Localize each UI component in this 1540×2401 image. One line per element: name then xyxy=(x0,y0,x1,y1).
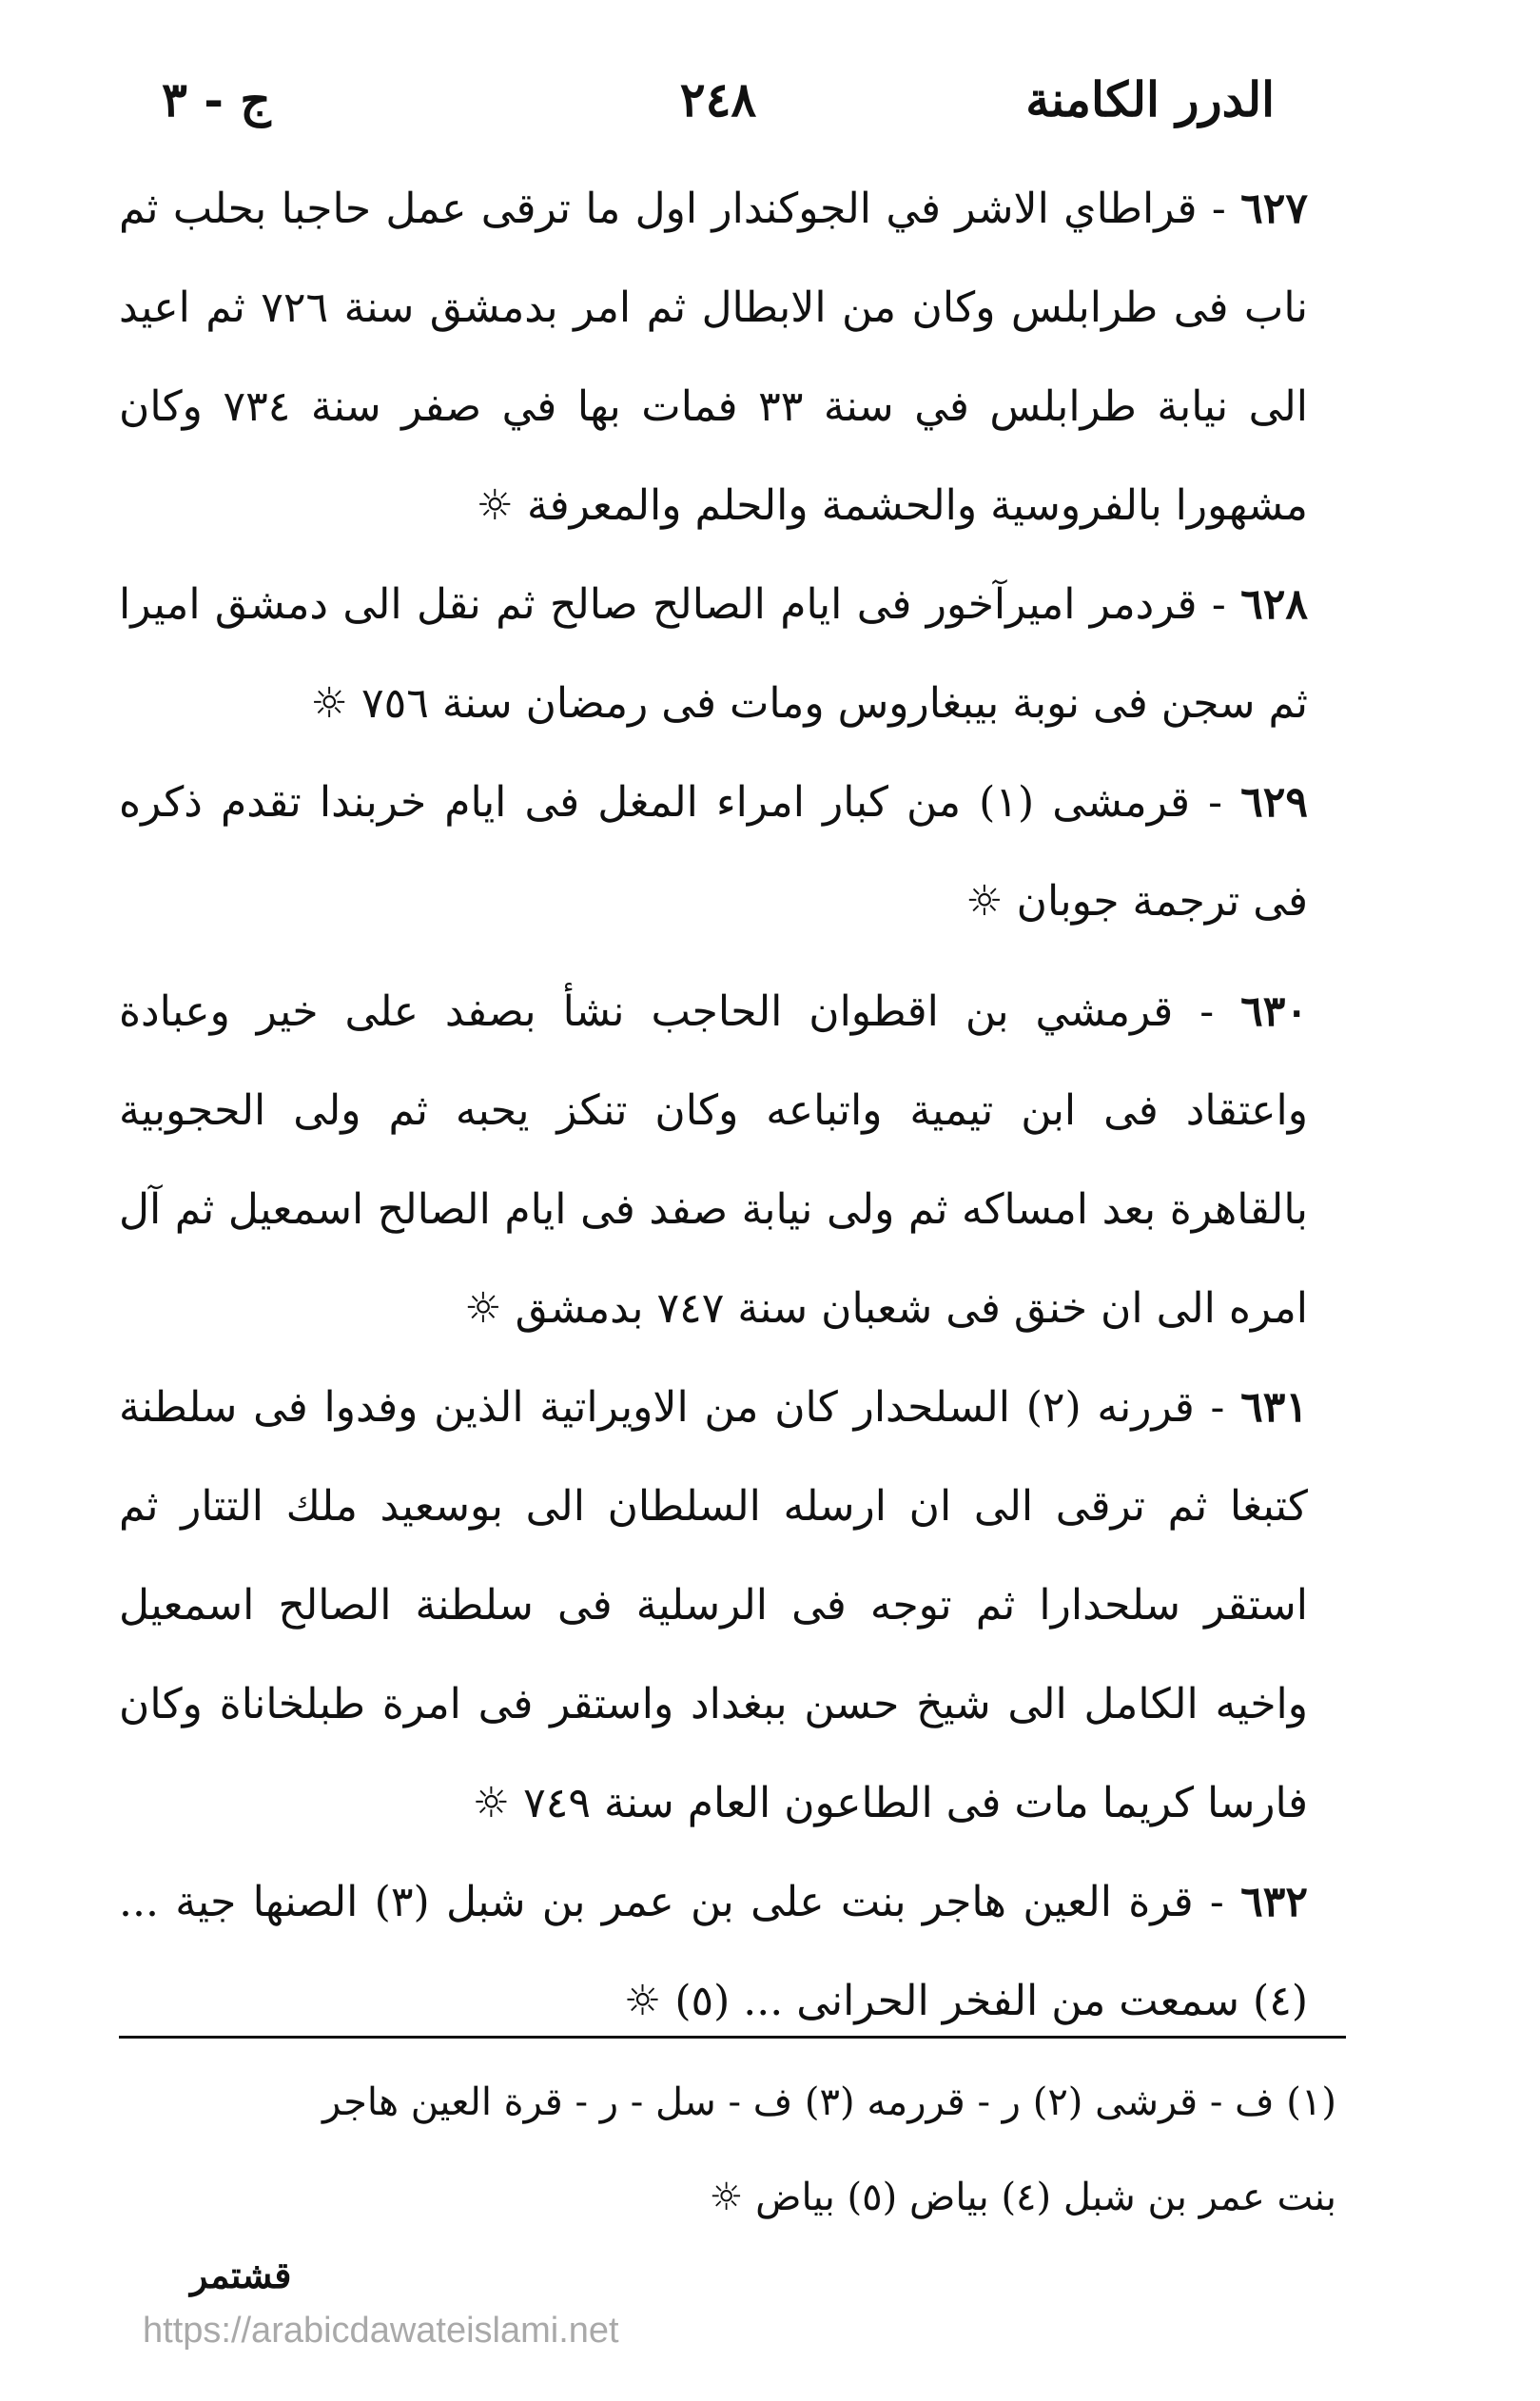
page-number: ٢٤٨ xyxy=(679,71,757,127)
entry-number: ٦٢٧ xyxy=(1240,185,1309,233)
entry-text: قرمشي بن اقطوان الحاجب نشأ بصفد على خير وعبادة واعتقاد فى ابن تيمية واتباعه وكان تنكز يحبه ثم ولى الحجوبية بالقاهرة بعد امساكه ثم ولى نيابة صفد فى ايام الصالح اسمعيل ثم آل امره الى ان خنق فى شعبان سنة ٧٤٧ بدمشق ☼ xyxy=(119,987,1308,1333)
main-text xyxy=(119,160,1308,2051)
footnote-line: (١) ف - قرشى (٢) ر - قررمه (٣) ف - سل - ر - قرة العين هاجر xyxy=(322,2080,1336,2124)
biography-entry: ٦٣٢ - قرة العين هاجر بنت على بن عمر بن شبل (٣) الصنها جية ...(٤) سمعت من الفخر الحرانى ... (٥) ☼ xyxy=(119,1878,1309,2025)
entry-text: قرة العين هاجر بنت على بن عمر بن شبل (٣) الصنها جية ...(٤) سمعت من الفخر الحرانى ... (٥) ☼ xyxy=(119,1878,1308,2025)
entry-text: قردمر اميرآخور فى ايام الصالح صالح ثم نقل الى دمشق اميرا ثم سجن فى نوبة بيبغاروس ومات فى رمضان سنة ٧٥٦ ☼ xyxy=(119,580,1308,728)
biography-entry: ٦٣١ - قررنه (٢) السلحدار كان من الاويراتية الذين وفدوا فى سلطنة كتبغا ثم ترقى الى ان ارسله السلطان الى بوسعيد ملك التتار ثم استقر سلحدارا ثم توجه فى الرسلية فى سلطنة الصالح اسمعيل واخيه الكامل الى شيخ حسن ببغداد واستقر فى امرة طبلخاناة وكان فارسا كريما مات فى الطاعون العام سنة ٧٤٩ ☼ xyxy=(119,1383,1308,1827)
volume-label: ج - ٣ xyxy=(162,71,271,127)
watermark-url: https://arabicdawateislami.net xyxy=(143,2311,619,2351)
entry-number: ٦٣٢ xyxy=(1240,1878,1309,1926)
footnotes xyxy=(119,2055,1336,2245)
biography-entry: ٦٢٧ - قراطاي الاشر في الجوكندار اول ما ترقى عمل حاجبا بحلب ثم ناب فى طرابلس وكان من الابطال ثم امر بدمشق سنة ٧٢٦ ثم اعيد الى نيابة طرابلس في سنة ٣٣ فمات بها في صفر سنة ٧٣٤ وكان مشهورا بالفروسية والحشمة والحلم والمعرفة ☼ xyxy=(119,185,1309,530)
entry-number: ٦٢٨ xyxy=(1240,580,1308,629)
entry-number: ٦٣١ xyxy=(1240,1383,1308,1432)
running-title: الدرر الكامنة xyxy=(1025,71,1275,127)
entry-text: قراطاي الاشر في الجوكندار اول ما ترقى عمل حاجبا بحلب ثم ناب فى طرابلس وكان من الابطال ثم امر بدمشق سنة ٧٢٦ ثم اعيد الى نيابة طرابلس في سنة ٣٣ فمات بها في صفر سنة ٧٣٤ وكان مشهورا بالفروسية والحشمة والحلم والمعرفة ☼ xyxy=(119,185,1308,530)
entry-text: قررنه (٢) السلحدار كان من الاويراتية الذين وفدوا فى سلطنة كتبغا ثم ترقى الى ان ارسله السلطان الى بوسعيد ملك التتار ثم استقر سلحدارا ثم توجه فى الرسلية فى سلطنة الصالح اسمعيل واخيه الكامل الى شيخ حسن ببغداد واستقر فى امرة طبلخاناة وكان فارسا كريما مات فى الطاعون العام سنة ٧٤٩ ☼ xyxy=(119,1383,1308,1827)
catchword: قشتمر xyxy=(190,2254,292,2296)
entry-number: ٦٢٩ xyxy=(1240,778,1308,827)
biography-entry: ٦٢٩ - قرمشى (١) من كبار امراء المغل فى ايام خربندا تقدم ذكره فى ترجمة جوبان ☼ xyxy=(119,778,1308,926)
biography-entry: ٦٣٠ - قرمشي بن اقطوان الحاجب نشأ بصفد على خير وعبادة واعتقاد فى ابن تيمية واتباعه وكان تنكز يحبه ثم ولى الحجوبية بالقاهرة بعد امساكه ثم ولى نيابة صفد فى ايام الصالح اسمعيل ثم آل امره الى ان خنق فى شعبان سنة ٧٤٧ بدمشق ☼ xyxy=(119,987,1308,1333)
footnote-line: بنت عمر بن شبل (٤) بياض (٥) بياض ☼ xyxy=(709,2176,1336,2219)
entry-number: ٦٣٠ xyxy=(1240,987,1308,1036)
biography-entry: ٦٢٨ - قردمر اميرآخور فى ايام الصالح صالح ثم نقل الى دمشق اميرا ثم سجن فى نوبة بيبغاروس ومات فى رمضان سنة ٧٥٦ ☼ xyxy=(119,580,1308,728)
entry-text: قرمشى (١) من كبار امراء المغل فى ايام خربندا تقدم ذكره فى ترجمة جوبان ☼ xyxy=(119,778,1308,926)
page-header xyxy=(162,57,1275,143)
footnote-divider xyxy=(119,2036,1346,2039)
